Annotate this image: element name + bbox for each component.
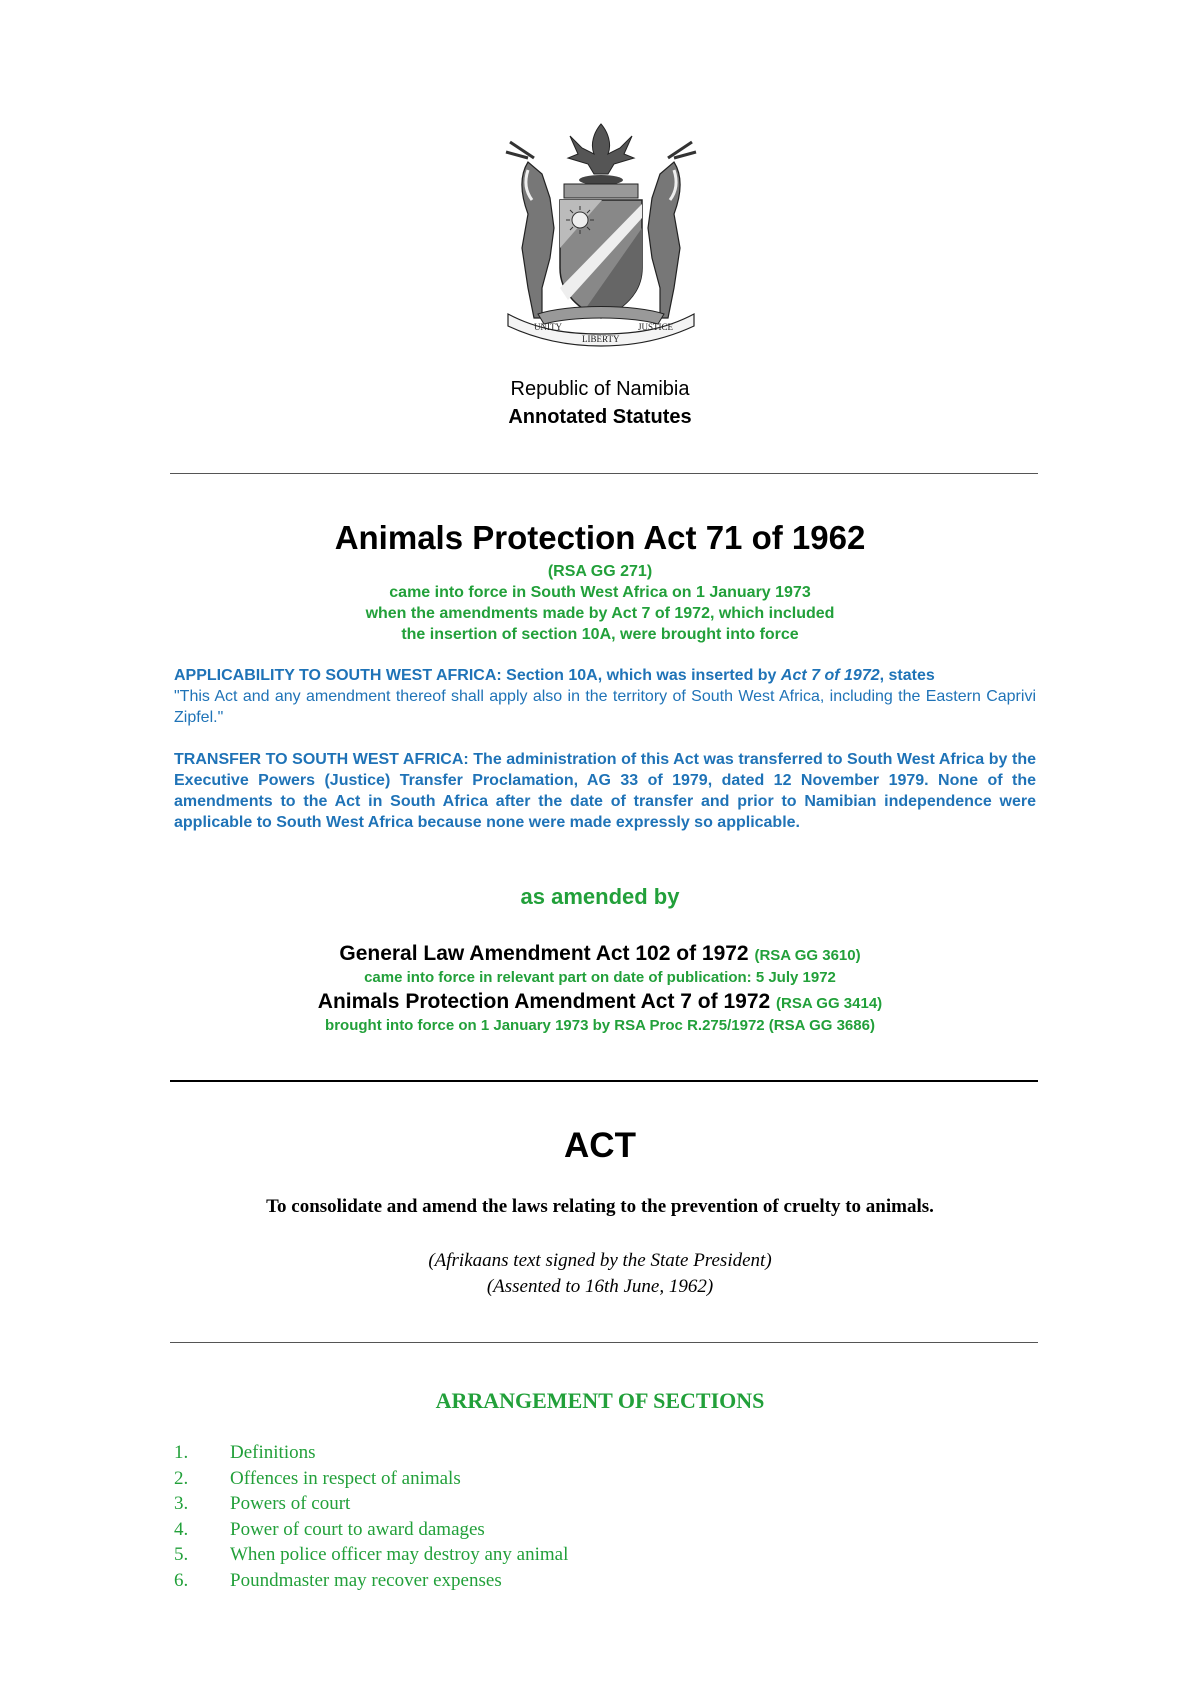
section-title: When police officer may destroy any animal	[230, 1544, 569, 1566]
annotated-statutes-label: Annotated Statutes	[508, 406, 692, 428]
amending-act-2-name: Animals Protection Amendment Act 7 of 1972	[317, 990, 771, 1013]
republic-of-namibia-label: Republic of Namibia	[510, 378, 690, 400]
section-title: Powers of court	[230, 1493, 351, 1515]
divider-bottom	[170, 1342, 1038, 1343]
commencement-note-line-2: when the amendments made by Act 7 of 1972, which included	[365, 605, 835, 622]
amended-by-heading: as amended by	[520, 884, 680, 909]
amending-act-2-note: brought into force on 1 January 1973 by RSA Proc R.275/1972 (RSA GG 3686)	[325, 1017, 875, 1034]
section-title: Definitions	[230, 1442, 316, 1463]
amending-act-1-gazette: (RSA GG 3610)	[754, 947, 861, 964]
signed-note: (Afrikaans text signed by the State President)	[428, 1250, 772, 1271]
commencement-note-line-1: came into force in South West Africa on 1 January 1973	[389, 584, 811, 601]
section-link-5[interactable]	[174, 1542, 874, 1568]
applicability-note	[174, 665, 1036, 728]
svg-text:JUSTICE: JUSTICE	[638, 322, 674, 332]
amending-act-1-note: came into force in relevant part on date of publication: 5 July 1972	[364, 969, 836, 986]
section-number: 2.	[174, 1467, 189, 1489]
section-number: 4.	[174, 1518, 189, 1540]
arrangement-of-sections-heading: ARRANGEMENT OF SECTIONS	[435, 1388, 765, 1413]
section-title: Poundmaster may recover expenses	[230, 1569, 502, 1591]
section-number: 1.	[174, 1442, 189, 1463]
act-title: Animals Protection Act 71 of 1962	[334, 519, 866, 556]
section-link-2[interactable]	[174, 1466, 874, 1492]
applicability-act-reference: Act 7 of 1972	[780, 667, 880, 684]
applicability-quote: "This Act and any amendment thereof shall apply also in the territory of South West Africa, including the Eastern Caprivi Zipfel."	[174, 688, 1036, 726]
section-title: Offences in respect of animals	[230, 1467, 461, 1489]
divider-middle	[170, 1080, 1038, 1082]
applicability-after-ref: , states	[879, 667, 935, 684]
section-title: Power of court to award damages	[230, 1518, 485, 1540]
amending-act-1-name: General Law Amendment Act 102 of 1972	[339, 942, 749, 965]
amending-act-2	[0, 990, 1200, 1014]
act-long-title: To consolidate and amend the laws relating to the prevention of cruelty to animals.	[266, 1196, 934, 1217]
assent-date-note: (Assented to 16th June, 1962)	[486, 1276, 714, 1297]
section-link-4[interactable]	[174, 1517, 874, 1543]
act-gazette-reference: (RSA GG 271)	[547, 563, 653, 580]
transfer-note: TRANSFER TO SOUTH WEST AFRICA: The administration of this Act was transferred to South West Africa by the Executive Powers (Justice) Transfer Proclamation, AG 33 of 1979, dated 12 November 1979. None of the amendments to the Act in South Africa after the date of transfer and prior to Namibian independence were applicable to South West Africa because none were made expressly so applicable.	[174, 751, 1036, 831]
section-link-3[interactable]	[174, 1491, 874, 1517]
coat-of-arms-emblem	[498, 118, 704, 348]
section-link-1[interactable]	[174, 1440, 874, 1466]
svg-text:LIBERTY: LIBERTY	[582, 334, 620, 344]
svg-text:UNITY: UNITY	[534, 322, 562, 332]
applicability-lead: APPLICABILITY TO SOUTH WEST AFRICA: Section 10A, which was inserted by	[174, 667, 781, 684]
section-number: 3.	[174, 1493, 189, 1515]
act-heading: ACT	[564, 1126, 636, 1165]
sections-list	[174, 1440, 874, 1594]
amending-act-2-gazette: (RSA GG 3414)	[776, 995, 883, 1012]
section-number: 6.	[174, 1569, 189, 1591]
amending-act-1	[0, 942, 1200, 966]
section-number: 5.	[174, 1544, 189, 1566]
section-link-6[interactable]	[174, 1568, 874, 1594]
commencement-note-line-3: the insertion of section 10A, were brought into force	[401, 626, 799, 643]
divider-top	[170, 473, 1038, 474]
